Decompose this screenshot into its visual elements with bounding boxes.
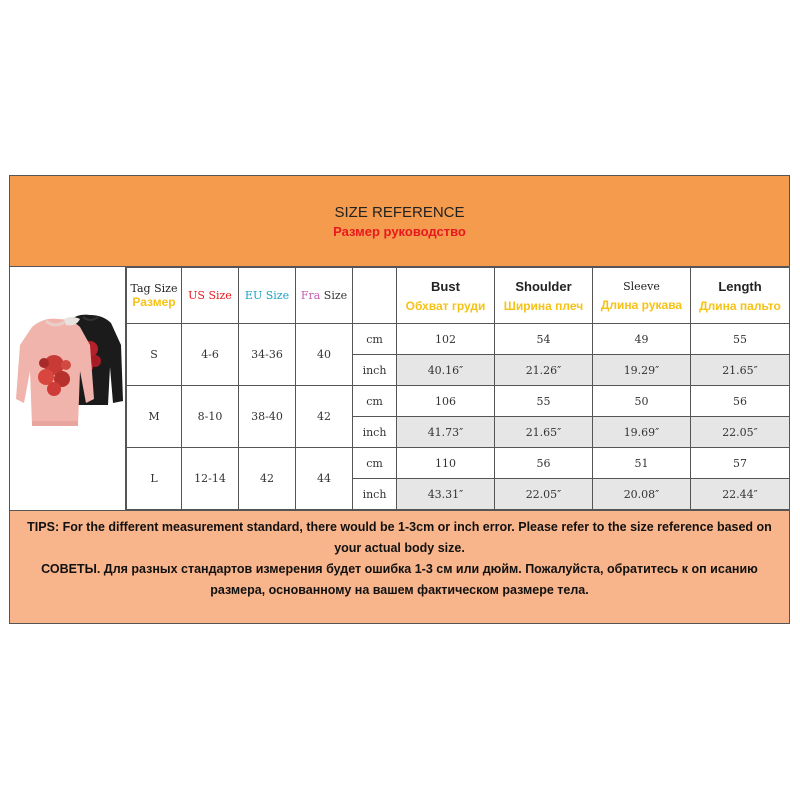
- bust-inch: 43.31″: [397, 479, 495, 510]
- sleeve-cm: 51: [593, 448, 691, 479]
- length-inch: 22.05″: [691, 417, 790, 448]
- chart-header: [10, 176, 789, 267]
- length-inch: 21.65″: [691, 355, 790, 386]
- col-length: [691, 268, 790, 324]
- tag-size-label: Tag Size: [130, 282, 178, 295]
- sleeve-cm: 49: [593, 324, 691, 355]
- size-table: [126, 267, 790, 510]
- sleeve-label: Sleeve: [623, 279, 660, 293]
- sweaters-image: [10, 267, 125, 510]
- shoulder-label: Shoulder: [515, 278, 572, 294]
- us-size-cell: 4-6: [182, 324, 239, 386]
- fra-size-label: Fra: [300, 289, 321, 302]
- table-row: [127, 448, 790, 479]
- unit-inch: inch: [353, 479, 397, 510]
- table-row: [127, 386, 790, 417]
- bust-inch: 41.73″: [397, 417, 495, 448]
- shoulder-cm: 56: [495, 448, 593, 479]
- fra-size-cell: 42: [296, 386, 353, 448]
- unit-cm: cm: [353, 448, 397, 479]
- length-label-ru: Длина пальто: [699, 298, 781, 313]
- tag-size-cell: S: [127, 324, 182, 386]
- eu-size-cell: 42: [239, 448, 296, 510]
- table-row: [127, 324, 790, 355]
- shoulder-label-ru: Ширина плеч: [503, 298, 584, 313]
- sleeve-inch: 19.69″: [593, 417, 691, 448]
- us-size-cell: 8-10: [182, 386, 239, 448]
- product-photo: [10, 267, 126, 510]
- length-label: Length: [718, 278, 762, 294]
- header-row: [127, 268, 790, 324]
- col-eu-size: [239, 268, 296, 324]
- tips-russian: СОВЕТЫ. Для разных стандартов измерения будет ошибка 1-3 см или дюйм. Пожалуйста, обратитесь к оп исанию размера, основанному на вашем фактическом размере тела.: [41, 562, 758, 597]
- shoulder-cm: 55: [495, 386, 593, 417]
- pink-sweater-icon: [16, 317, 94, 426]
- col-sleeve: [593, 268, 691, 324]
- col-us-size: [182, 268, 239, 324]
- eu-size-label: EU Size: [244, 289, 290, 302]
- unit-cm: cm: [353, 386, 397, 417]
- length-cm: 56: [691, 386, 790, 417]
- us-size-label: US Size: [188, 289, 232, 302]
- fra-size-cell: 44: [296, 448, 353, 510]
- bust-cm: 110: [397, 448, 495, 479]
- length-cm: 55: [691, 324, 790, 355]
- sleeve-inch: 19.29″: [593, 355, 691, 386]
- fra-size-label-suffix: Size: [320, 289, 348, 302]
- bust-cm: 106: [397, 386, 495, 417]
- us-size-cell: 12-14: [182, 448, 239, 510]
- bust-label-ru: Обхват груди: [405, 298, 486, 313]
- shoulder-cm: 54: [495, 324, 593, 355]
- shoulder-inch: 21.26″: [495, 355, 593, 386]
- bust-label: Bust: [431, 278, 460, 294]
- length-inch: 22.44″: [691, 479, 790, 510]
- shoulder-inch: 22.05″: [495, 479, 593, 510]
- col-unit: [353, 268, 397, 324]
- size-chart: [9, 175, 790, 624]
- chart-subtitle: Размер руководство: [333, 224, 466, 239]
- eu-size-cell: 38-40: [239, 386, 296, 448]
- col-fra-size: [296, 268, 353, 324]
- col-shoulder: [495, 268, 593, 324]
- unit-cm: cm: [353, 324, 397, 355]
- col-tag-size: [127, 268, 182, 324]
- sleeve-inch: 20.08″: [593, 479, 691, 510]
- tag-size-cell: L: [127, 448, 182, 510]
- bust-inch: 40.16″: [397, 355, 495, 386]
- unit-inch: inch: [353, 355, 397, 386]
- length-cm: 57: [691, 448, 790, 479]
- fra-size-cell: 40: [296, 324, 353, 386]
- tag-size-label-ru: Размер: [132, 295, 176, 309]
- sleeve-label-ru: Длина рукава: [600, 297, 683, 312]
- eu-size-cell: 34-36: [239, 324, 296, 386]
- shoulder-inch: 21.65″: [495, 417, 593, 448]
- tips-english: TIPS: For the different measurement standard, there would be 1-3cm or inch error. Please refer to the size reference based on your actual body size.: [27, 520, 772, 555]
- unit-inch: inch: [353, 417, 397, 448]
- bust-cm: 102: [397, 324, 495, 355]
- tips-box: [10, 510, 789, 623]
- chart-title: SIZE REFERENCE: [334, 204, 465, 221]
- sleeve-cm: 50: [593, 386, 691, 417]
- tag-size-cell: M: [127, 386, 182, 448]
- col-bust: [397, 268, 495, 324]
